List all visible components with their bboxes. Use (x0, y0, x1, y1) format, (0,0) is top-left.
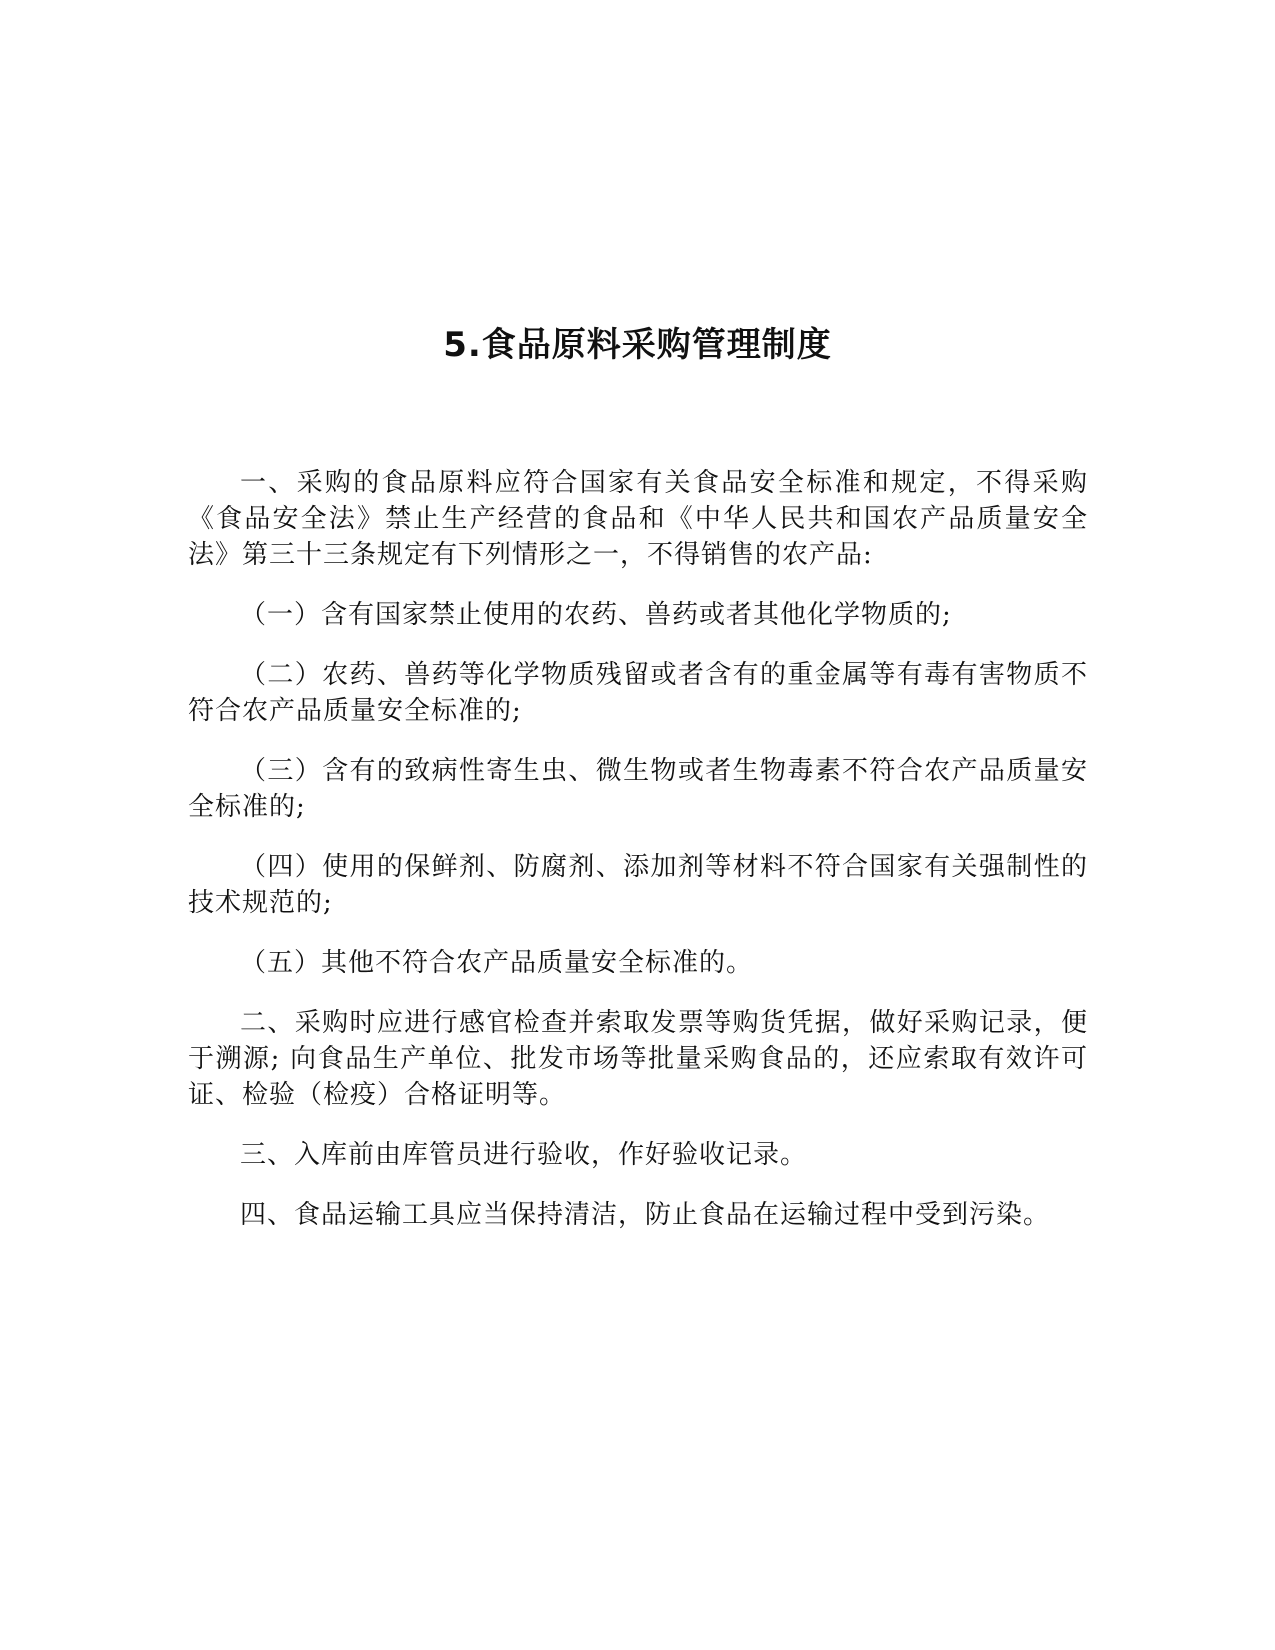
document-title: 5.食品原料采购管理制度 (443, 325, 832, 365)
paragraph-item-2: （一）含有国家禁止使用的农药、兽药或者其他化学物质的; (240, 600, 952, 630)
document-body (188, 465, 1088, 1257)
paragraph-item-8: 三、入库前由库管员进行验收，作好验收记录。 (240, 1140, 808, 1170)
paragraph-item-1: 一、采购的食品原料应符合国家有关食品安全标准和规定，不得采购《食品安全法》禁止生产经营的食品和《中华人民共和国农产品质量安全法》第三十三条规定有下列情形之一，不得销售的农产品: (188, 468, 1088, 570)
paragraph-item-3: （二）农药、兽药等化学物质残留或者含有的重金属等有毒有害物质不符合农产品质量安全标准的; (188, 660, 1088, 726)
paragraph-item-9: 四、食品运输工具应当保持清洁，防止食品在运输过程中受到污染。 (240, 1200, 1051, 1230)
paragraph-item-7: 二、采购时应进行感官检查并索取发票等购货凭据，做好采购记录，便于溯源; 向食品生产单位、批发市场等批量采购食品的，还应索取有效许可证、检验（检疫）合格证明等。 (188, 1008, 1088, 1110)
paragraph-item-4: （三）含有的致病性寄生虫、微生物或者生物毒素不符合农产品质量安全标准的; (188, 756, 1088, 822)
paragraph-item-6: （五）其他不符合农产品质量安全标准的。 (240, 948, 754, 978)
paragraph-item-5: （四）使用的保鲜剂、防腐剂、添加剂等材料不符合国家有关强制性的技术规范的; (188, 852, 1088, 918)
